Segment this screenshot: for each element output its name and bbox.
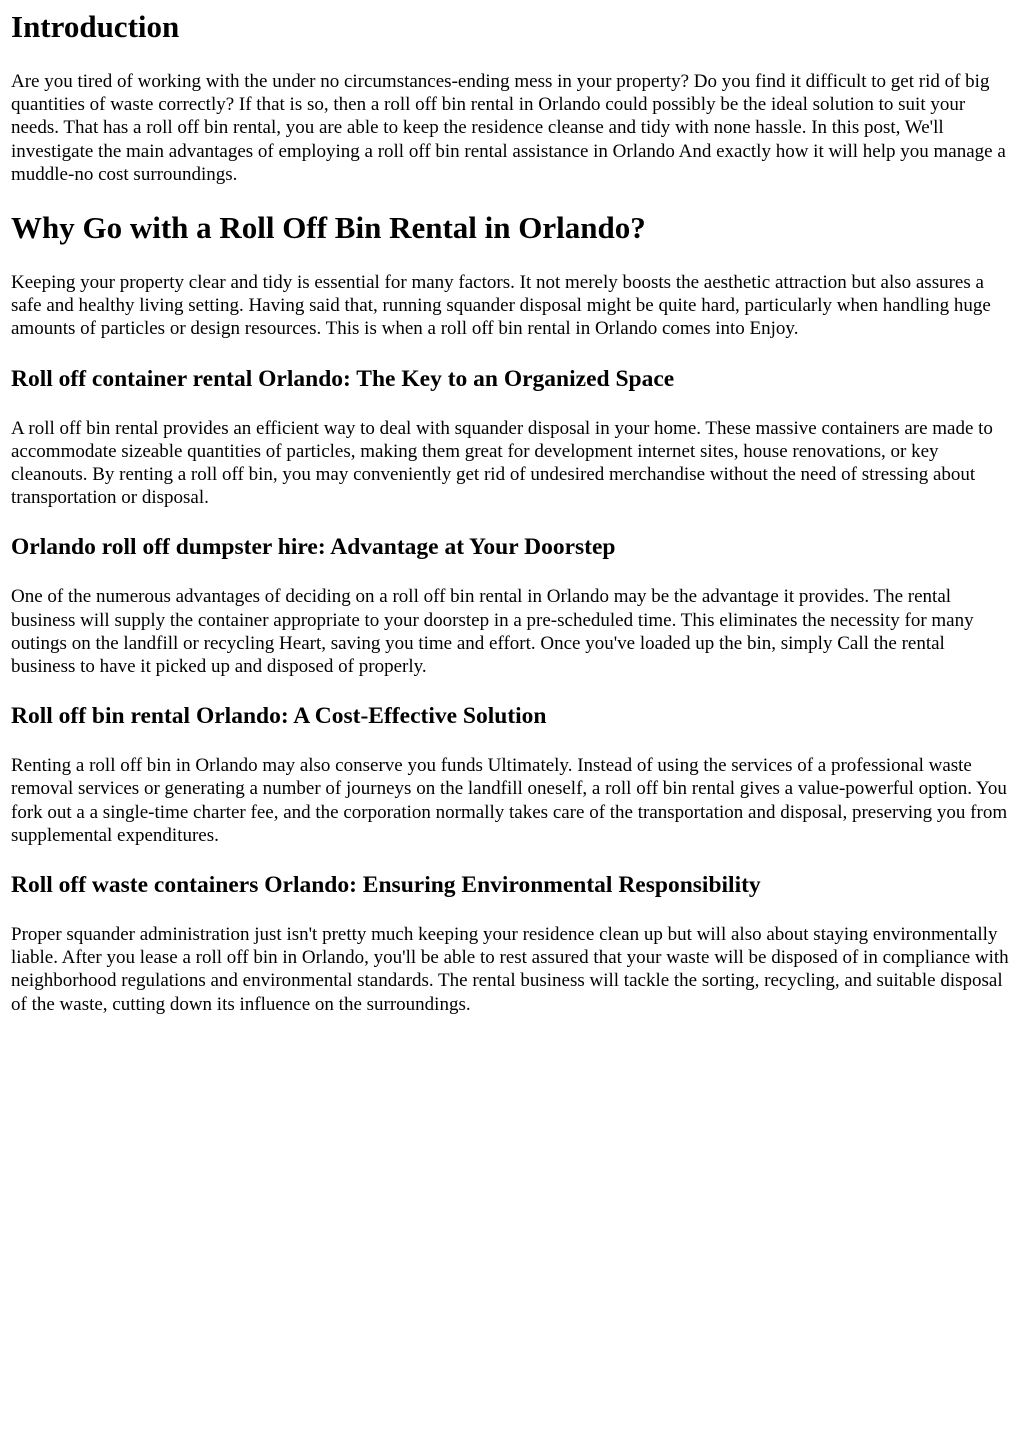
heading-cost-effective: Roll off bin rental Orlando: A Cost-Effective Solution bbox=[11, 703, 547, 730]
paragraph-why-roll-off-bin: Keeping your property clear and tidy is essential for many factors. It not merely boosts the aesthetic attraction but also assures a safe and healthy living setting. Having said that, running squander disposal might be quite hard, particularly when handling huge amounts of particles or design resources. This is when a roll off bin rental in Orlando comes into Enjoy. bbox=[11, 272, 991, 340]
heading-why-roll-off-bin: Why Go with a Roll Off Bin Rental in Orlando? bbox=[11, 210, 646, 246]
paragraph-organized-space: A roll off bin rental provides an efficient way to deal with squander disposal in your home. These massive containers are made to accommodate sizeable quantities of particles, making them great for development internet sites, house renovations, or key cleanouts. By renting a roll off bin, you may conveniently get rid of undesired merchandise without the need of stressing about transportation or disposal. bbox=[11, 417, 993, 509]
heading-organized-space: Roll off container rental Orlando: The Key to an Organized Space bbox=[11, 365, 675, 392]
paragraph-introduction: Are you tired of working with the under no circumstances-ending mess in your property? Do you find it difficult to get rid of big quantities of waste correctly? If that is so, then a roll off bin rental in Orlando could possibly be the ideal solution to suit your needs. That has a roll off bin rental, you are able to keep the residence cleanse and tidy with none hassle. In this post, We'll investigate the main advantages of employing a roll off bin rental assistance in Orlando And exactly how it will help you manage a muddle-no cost surroundings. bbox=[11, 71, 1006, 185]
heading-doorstep-advantage: Orlando roll off dumpster hire: Advantage at Your Doorstep bbox=[11, 534, 616, 561]
paragraph-environmental: Proper squander administration just isn't pretty much keeping your residence clean up but will also about staying environmentally liable. After you lease a roll off bin in Orlando, you'll be able to rest assured that your waste will be disposed of in compliance with neighborhood regulations and environmental standards. The rental business will tackle the sorting, recycling, and suitable disposal of the waste, cutting down its influence on the surroundings. bbox=[11, 924, 1009, 1015]
article bbox=[11, 0, 1011, 1016]
paragraph-cost-effective: Renting a roll off bin in Orlando may also conserve you funds Ultimately. Instead of using the services of a professional waste removal services or generating a number of journeys on the landfill oneself, a roll off bin rental gives a value-powerful option. You fork out a a single-time charter fee, and the corporation normally takes care of the transportation and disposal, preserving you from supplemental expenditures. bbox=[11, 755, 1008, 846]
heading-introduction: Introduction bbox=[11, 9, 180, 44]
heading-environmental: Roll off waste containers Orlando: Ensuring Environmental Responsibility bbox=[11, 872, 761, 899]
paragraph-doorstep-advantage: One of the numerous advantages of deciding on a roll off bin rental in Orlando may be the advantage it provides. The rental business will supply the container appropriate to your doorstep in a pre-scheduled time. This eliminates the necessity for many outings on the landfill or recycling Heart, saving you time and effort. Once you've loaded up the bin, simply Call the rental business to have it picked up and disposed of properly. bbox=[11, 586, 974, 678]
